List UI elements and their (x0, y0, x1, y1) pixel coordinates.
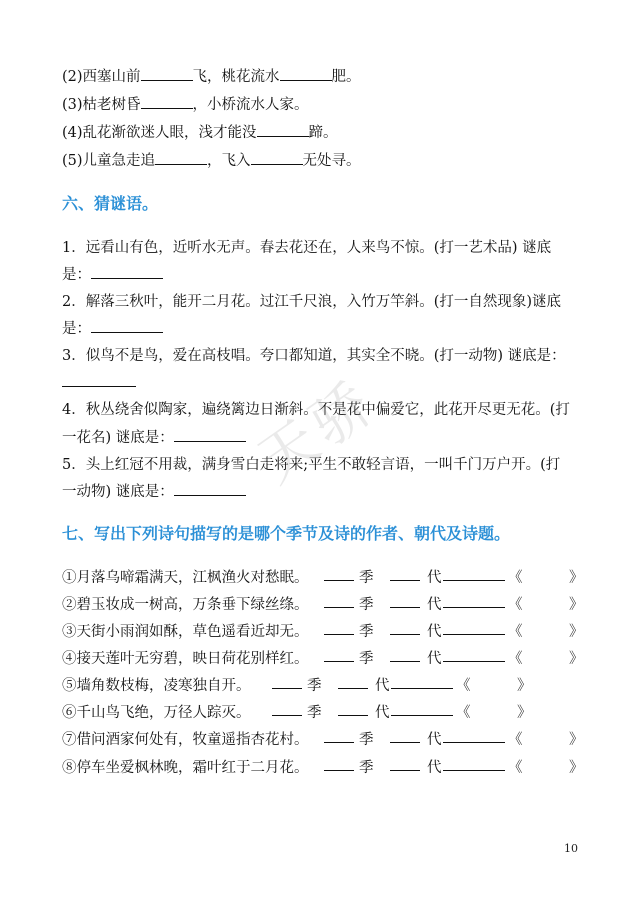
riddle-4-line-1: 4．秋丛绕舍似陶家，遍绕篱边日渐斜。不是花中偏爱它，此花开尽更无花。(打 (62, 402, 570, 418)
text: 一动物) 谜底是： (62, 484, 174, 500)
answer-blank[interactable] (280, 66, 332, 81)
poem-text: ⑦借问酒家何处有，牧童遥指杏花村。 (62, 732, 309, 748)
dynasty-blank[interactable] (443, 728, 505, 743)
page-number: 10 (564, 842, 578, 855)
riddle-2-line-1: 2．解落三秋叶，能开二月花。过江千尺浪，入竹万竿斜。(打一自然现象)谜底 (62, 294, 562, 310)
poem-fill-line-4 (62, 122, 338, 143)
riddle-3-line-1: 3．似鸟不是鸟，爱在高枝唱。夸口都知道，其实全不晓。(打一动物) 谜底是： (62, 348, 566, 364)
text: 肥。 (331, 69, 361, 85)
riddle-1-line-2 (62, 264, 163, 285)
close-quote: 》 (569, 732, 584, 748)
author-blank[interactable] (390, 566, 420, 581)
season-label: 季 (359, 624, 374, 640)
open-quote: 《 (508, 732, 523, 748)
dynasty-blank[interactable] (443, 756, 505, 771)
dynasty-label: 代 (427, 624, 442, 640)
open-quote: 《 (508, 597, 523, 613)
open-quote: 《 (456, 705, 471, 721)
riddle-1-line-1: 1．远看山有色，近听水无声。春去花还在，人来鸟不惊。(打一艺术品) 谜底 (62, 240, 552, 256)
dynasty-blank[interactable] (391, 701, 453, 716)
poem-text: ②碧玉妆成一树高，万条垂下绿丝绦。 (62, 597, 309, 613)
poem-fill-line-5 (62, 150, 361, 171)
close-quote: 》 (569, 624, 584, 640)
text: 无处寻。 (302, 153, 361, 169)
season-label: 季 (359, 597, 374, 613)
season-blank[interactable] (272, 701, 302, 716)
season-label: 季 (359, 732, 374, 748)
open-quote: 《 (508, 570, 523, 586)
open-quote: 《 (508, 651, 523, 667)
riddle-5-line-2 (62, 481, 246, 502)
answer-blank[interactable] (91, 264, 163, 279)
answer-blank[interactable] (251, 150, 303, 165)
riddle-5-line-1: 5．头上红冠不用裁，满身雪白走将来;平生不敢轻言语，一叫千门万户开。(打 (62, 457, 561, 473)
riddle-4-line-2 (62, 427, 246, 448)
author-blank[interactable] (338, 674, 368, 689)
dynasty-label: 代 (427, 570, 442, 586)
riddle-3-line-2 (62, 372, 136, 393)
answer-blank[interactable] (62, 372, 136, 387)
open-quote: 《 (456, 678, 471, 694)
text: (2)西塞山前 (62, 69, 141, 85)
dynasty-label: 代 (427, 732, 442, 748)
poem-row (62, 647, 582, 667)
watermark: 天骄 (244, 366, 389, 496)
text: 蹄。 (308, 125, 338, 141)
author-blank[interactable] (390, 728, 420, 743)
poem-row (62, 701, 582, 721)
section-6-title: 六、猜谜语。 (62, 194, 159, 213)
author-blank[interactable] (390, 756, 420, 771)
author-blank[interactable] (338, 701, 368, 716)
close-quote: 》 (517, 705, 532, 721)
text: ，飞入 (207, 153, 251, 169)
season-blank[interactable] (272, 674, 302, 689)
dynasty-blank[interactable] (391, 674, 453, 689)
season-label: 季 (307, 705, 322, 721)
open-quote: 《 (508, 760, 523, 776)
dynasty-label: 代 (375, 678, 390, 694)
close-quote: 》 (569, 760, 584, 776)
riddle-2-line-2 (62, 318, 163, 339)
poem-text: ⑥千山鸟飞绝，万径人踪灭。 (62, 705, 251, 721)
text: 是： (62, 267, 91, 283)
close-quote: 》 (569, 651, 584, 667)
dynasty-blank[interactable] (443, 593, 505, 608)
dynasty-blank[interactable] (443, 620, 505, 635)
dynasty-blank[interactable] (443, 647, 505, 662)
season-blank[interactable] (324, 566, 354, 581)
text: (4)乱花渐欲迷人眼，浅才能没 (62, 125, 257, 141)
text: (5)儿童急走追 (62, 153, 156, 169)
dynasty-label: 代 (427, 597, 442, 613)
close-quote: 》 (569, 570, 584, 586)
close-quote: 》 (517, 678, 532, 694)
text: ，小桥流水人家。 (192, 97, 309, 113)
dynasty-label: 代 (375, 705, 390, 721)
answer-blank[interactable] (155, 150, 207, 165)
season-blank[interactable] (324, 756, 354, 771)
season-blank[interactable] (324, 593, 354, 608)
poem-fill-line-2 (62, 66, 361, 87)
text: 飞，桃花流水 (192, 69, 280, 85)
author-blank[interactable] (390, 593, 420, 608)
answer-blank[interactable] (141, 94, 193, 109)
season-label: 季 (359, 760, 374, 776)
author-blank[interactable] (390, 647, 420, 662)
poem-text: ①月落乌啼霜满天，江枫渔火对愁眠。 (62, 570, 309, 586)
season-blank[interactable] (324, 647, 354, 662)
text: 一花名) 谜底是： (62, 430, 174, 446)
dynasty-blank[interactable] (443, 566, 505, 581)
poem-text: ⑤墙角数枝梅，凌寒独自开。 (62, 678, 251, 694)
section-7-title: 七、写出下列诗句描写的是哪个季节及诗的作者、朝代及诗题。 (62, 524, 511, 543)
author-blank[interactable] (390, 620, 420, 635)
season-blank[interactable] (324, 728, 354, 743)
answer-blank[interactable] (257, 122, 309, 137)
open-quote: 《 (508, 624, 523, 640)
dynasty-label: 代 (427, 651, 442, 667)
answer-blank[interactable] (91, 318, 163, 333)
poem-text: ⑧停车坐爱枫林晚，霜叶红于二月花。 (62, 760, 309, 776)
season-label: 季 (359, 570, 374, 586)
answer-blank[interactable] (141, 66, 193, 81)
poem-row (62, 674, 582, 694)
poem-fill-line-3 (62, 94, 309, 115)
answer-blank[interactable] (174, 481, 246, 496)
poem-text: ④接天莲叶无穷碧，映日荷花别样红。 (62, 651, 309, 667)
answer-blank[interactable] (174, 427, 246, 442)
poem-row (62, 566, 582, 586)
text: 是： (62, 321, 91, 337)
season-label: 季 (307, 678, 322, 694)
dynasty-label: 代 (427, 760, 442, 776)
close-quote: 》 (569, 597, 584, 613)
poem-row (62, 620, 582, 640)
poem-text: ③天街小雨润如酥，草色遥看近却无。 (62, 624, 309, 640)
text: (3)枯老树昏 (62, 97, 141, 113)
poem-row (62, 756, 582, 776)
season-blank[interactable] (324, 620, 354, 635)
poem-row (62, 593, 582, 613)
poem-row (62, 728, 582, 748)
season-label: 季 (359, 651, 374, 667)
